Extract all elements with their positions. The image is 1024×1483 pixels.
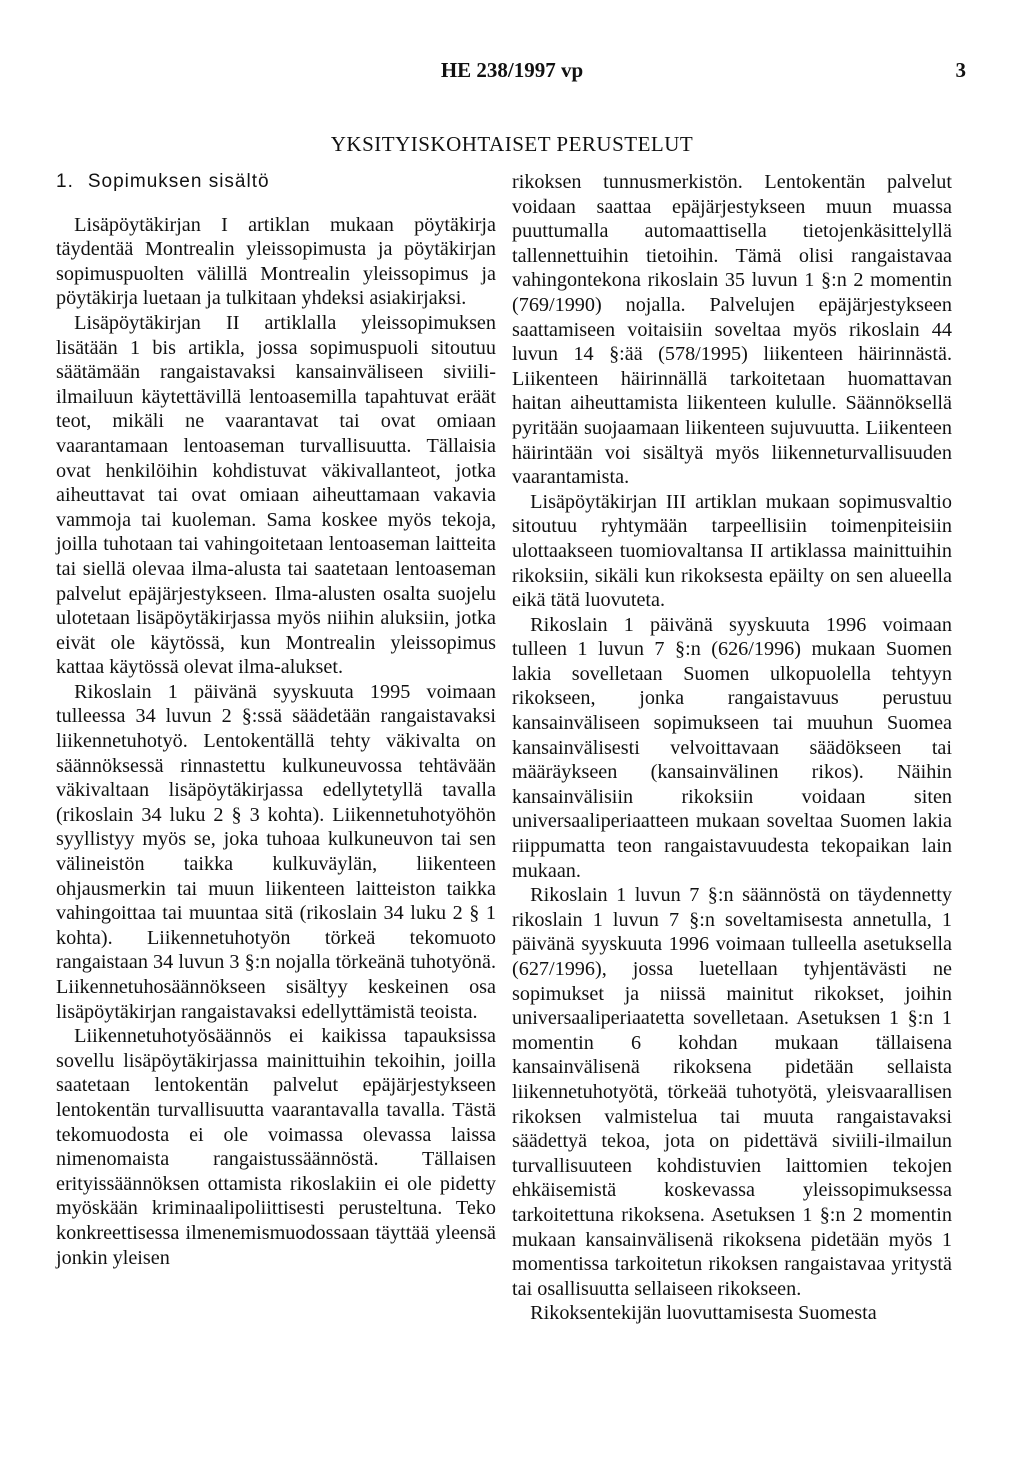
page-number: 3 [955, 58, 966, 82]
paragraph: Rikoksentekijän luovuttamisesta Suomesta [530, 1302, 877, 1325]
right-column [512, 170, 952, 1326]
document-id: HE 238/1997 vp [440, 58, 584, 82]
paragraph: Lisäpöytäkirjan II artiklalla yleissopimuksen lisätään 1 bis artikla, jossa sopimuspuoli sitoutuu säätämään rangaistavaksi kansainväliseen siviili-ilmailuun käytettävillä lentoasemilla tapahtuvat eräät teot, mikäli ne vaarantavat tai ovat omiaan vaarantamaan lentoaseman turvallisuutta. Tällaisia ovat henkilöihin kohdistuvat väkivallanteot, jotka aiheuttavat tai ovat omiaan aiheuttamaan vakavia vammoja tai kuoleman. Sama koskee myös tekoja, joilla tuhotaan tai vahingoitetaan lentoaseman laitteita tai siellä olevaa ilma-alusta tai saatetaan lentoaseman palvelut epäjärjestykseen. Ilma-alusten osalta suojelu ulotetaan lisäpöytäkirjassa myös niihin aluksiin, jotka eivät ole käytössä, kun Montrealin yleissopimus kattaa käytössä olevat ilma-alukset. [56, 311, 496, 679]
left-column [56, 170, 496, 1270]
paragraph: Rikoslain 1 päivänä syyskuuta 1995 voimaan tulleessa 34 luvun 2 §:ssä säädetään rangaistavaksi liikennetuhotyö. Lentokentällä tehty väkivalta on säännöksessä rinnastettu kulkuneuvossa tehtävään väkivaltaan lisäpöytäkirjassa edellytetyllä tavalla (rikoslain 34 luku 2 § 3 kohta). Liikennetuhotyöhön syyllistyy myös se, joka tuhoaa kulkuneuvon tai sen välineistön taikka kulkuväylän, liikenteen ohjausmerkin tai muun liikenteen laitteiston taikka vahingoittaa tai muuntaa sitä (rikoslain 34 luku 2 § 1 kohta). Liikennetuhotyön törkeä tekomuoto rangaistaan 34 luvun 3 §:n nojalla törkeänä tuhotyönä. Liikennetuhosäännökseen sisältyy keskeinen osa lisäpöytäkirjan rangaistavaksi edellyttämistä teoista. [56, 680, 496, 1023]
paragraph: Liikennetuhotyösäännös ei kaikissa tapauksissa sovellu lisäpöytäkirjassa mainittuihin tekoihin, joilla saatetaan lentokentän palvelut epäjärjestykseen lentokentän turvallisuutta vaarantavalla tavalla. Tästä tekomuodosta ei ole voimassa olevassa laissa nimenomaista rangaistussäännöstä. Tällaisen erityissäännöksen ottamista rikoslakiin ei ole pidetty myöskään kriminaalipoliittisesti perusteltuna. Teko konkreettisessa ilmenemismuodossaan täyttää yleensä jonkin yleisen [56, 1025, 496, 1269]
paragraph: Rikoslain 1 päivänä syyskuuta 1996 voimaan tulleen 1 luvun 7 §:n (626/1996) mukaan Suomen lakia sovelletaan Suomen ulkopuolella tehtyyn rikokseen, jonka rangaistavuus perustuu kansainväliseen sopimukseen tai muuhun Suomea kansainvälisesti velvoittavaan säädökseen tai määräykseen (kansainvälinen rikos). Näihin kansainvälisiin rikoksiin voidaan siten universaaliperiaatteen mukaan soveltaa Suomen lakia riippumatta teon rangaistavuudesta tekopaikan lain mukaan. [512, 613, 952, 882]
paragraph: rikoksen tunnusmerkistön. Lentokentän palvelut voidaan saattaa epäjärjestykseen muun muassa puuttumalla automaattisella tietojenkäsittelyllä tallennettuihin tietoihin. Tämä olisi rangaistavaa vahingontekona rikoslain 35 luvun 1 §:n 2 momentin (769/1990) nojalla. Palvelujen epäjärjestykseen saattamiseen voitaisiin soveltaa myös rikoslain 44 luvun 14 §:ää (578/1995) liikenteen häirinnästä. Liikenteen häirinnällä tarkoitetaan huomattavan haitan aiheuttamista liikenteen kululle. Säännöksellä pyritään suojaamaan liikenteen sujuvuutta. Liikenteen häirintään voi sisältyä myös liikenneturvallisuuden vaarantamista. [512, 171, 952, 489]
paragraph: Lisäpöytäkirjan III artiklan mukaan sopimusvaltio sitoutuu ryhtymään tarpeellisiin toimenpiteisiin ulottaakseen tuomiovaltansa II artiklassa mainittuihin rikoksiin, sikäli kun rikoksesta epäilty on sen alueella eikä tätä luovuteta. [512, 490, 952, 612]
subheading [56, 170, 496, 195]
section-title: YKSITYISKOHTAISET PERUSTELUT [330, 132, 694, 156]
paragraph: Lisäpöytäkirjan I artiklan mukaan pöytäkirja täydentää Montrealin yleissopimusta ja pöytäkirjan sopimuspuolten välillä Montrealin yleissopimus ja pöytäkirja luetaan ja tulkitaan yhdeksi asiakirjaksi. [56, 213, 496, 310]
subheading-number: 1. [56, 171, 74, 192]
subheading-text: Sopimuksen sisältö [87, 171, 270, 192]
page-header [0, 58, 1024, 88]
paragraph: Rikoslain 1 luvun 7 §:n säännöstä on täydennetty rikoslain 1 luvun 7 §:n soveltamisesta annetulla, 1 päivänä syyskuuta 1996 voimaan tulleella asetuksella (627/1996), jossa luetellaan tyhjentävästi ne sopimukset ja niissä mainitut rikokset, joihin universaaliperiaatetta sovelletaan. Asetuksen 1 §:n 1 momentin 6 kohdan mukaan tällaisena kansainvälisenä rikoksena pidetään sellaista liikennetuhotyötä, törkeää tuhotyötä, yleisvaarallisen rikoksen valmistelua tai muuta rangaistavaksi säädettyä tekoa, jota on pidettävä siviili-ilmailun turvallisuuteen kohdistuvien laittomien tekojen ehkäisemistä koskevassa yleissopimuksessa tarkoitettuna rikoksena. Asetuksen 1 §:n 2 momentin mukaan kansainvälisenä rikoksena pidetään myös 1 momentissa tarkoitetun rikoksen rangaistavaa yritystä tai osallisuutta sellaiseen rikokseen. [512, 884, 952, 1300]
